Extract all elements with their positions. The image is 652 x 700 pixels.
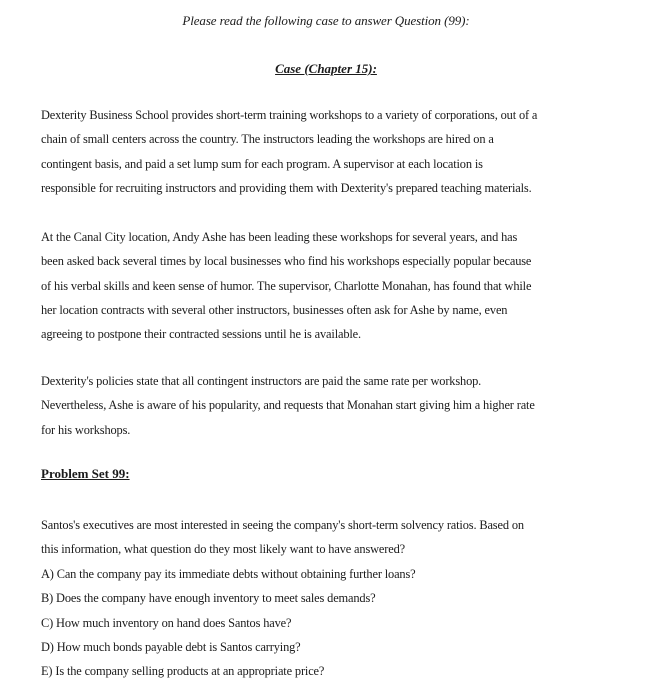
case-title: Case (Chapter 15): <box>275 61 377 76</box>
answer-option-d: D) How much bonds payable debt is Santos carrying? <box>41 639 301 654</box>
answer-option-c: C) How much inventory on hand does Santos have? <box>41 615 292 630</box>
case-paragraph-2 <box>41 225 601 346</box>
case-paragraph-1 <box>41 103 601 200</box>
case-instruction: Please read the following case to answer Question (99): <box>182 13 470 28</box>
paragraph-line: Nevertheless, Ashe is aware of his popularity, and requests that Monahan start giving him a higher rate <box>41 398 535 413</box>
paragraph-line: At the Canal City location, Andy Ashe has been leading these workshops for several years, and has <box>41 230 518 244</box>
question-stem <box>41 513 601 562</box>
paragraph-line: her location contracts with several other instructors, businesses often ask for Ashe by name, even <box>41 302 508 317</box>
paragraph-line: of his verbal skills and keen sense of humor. The supervisor, Charlotte Monahan, has found that while <box>41 278 532 293</box>
question-line: Santos's executives are most interested in seeing the company's short-term solvency ratios. Based on <box>41 518 524 532</box>
paragraph-line: responsible for recruiting instructors and providing them with Dexterity's prepared teaching materials. <box>41 180 532 195</box>
answer-option-b: B) Does the company have enough inventory to meet sales demands? <box>41 591 376 606</box>
answer-option-e: E) Is the company selling products at an appropriate price? <box>41 664 325 679</box>
paragraph-line: Dexterity's policies state that all contingent instructors are paid the same rate per workshop. <box>41 374 482 388</box>
problem-set-heading: Problem Set 99: <box>41 466 130 481</box>
paragraph-line: chain of small centers across the country. The instructors leading the workshops are hired on a <box>41 132 494 147</box>
paragraph-line: for his workshops. <box>41 422 131 437</box>
answer-options <box>41 562 601 683</box>
case-paragraph-3 <box>41 369 601 442</box>
paragraph-line: been asked back several times by local businesses who find his workshops especially popular because <box>41 254 532 269</box>
paragraph-line: contingent basis, and paid a set lump sum for each program. A supervisor at each location is <box>41 156 483 171</box>
paragraph-line: Dexterity Business School provides short-term training workshops to a variety of corporations, out of a <box>41 108 538 122</box>
question-line: this information, what question do they most likely want to have answered? <box>41 542 405 557</box>
answer-option-a: A) Can the company pay its immediate debts without obtaining further loans? <box>41 567 416 581</box>
paragraph-line: agreeing to postpone their contracted sessions until he is available. <box>41 327 361 342</box>
